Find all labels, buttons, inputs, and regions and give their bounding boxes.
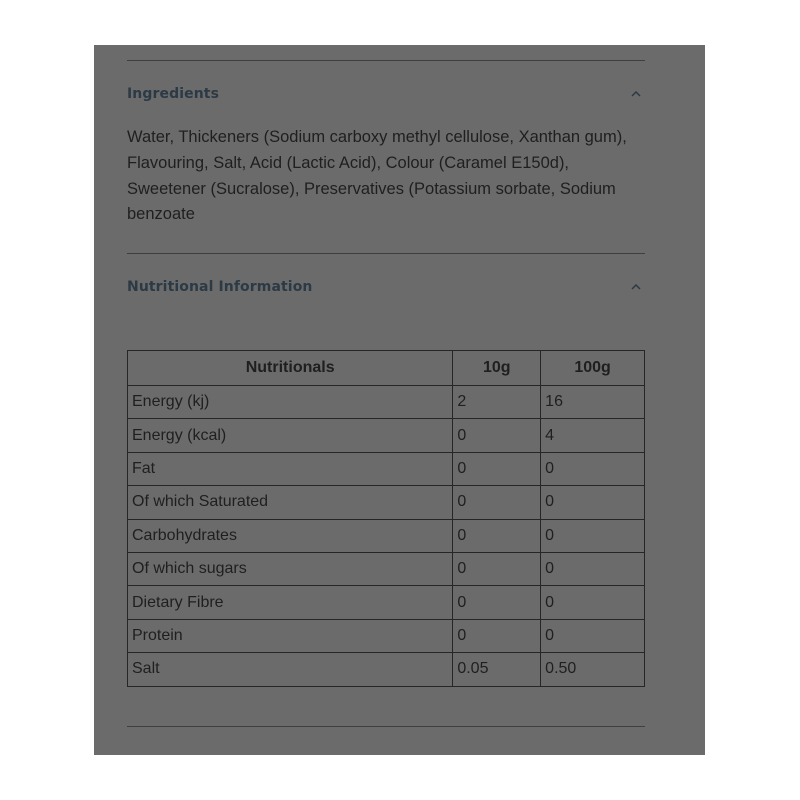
product-info-panel: [94, 45, 705, 755]
top-divider: [127, 60, 645, 61]
column-header: 10g: [453, 351, 541, 386]
chevron-up-icon[interactable]: [629, 87, 643, 101]
nutrient-name: Of which Saturated: [128, 486, 453, 519]
value-10g: 0: [453, 486, 541, 519]
value-100g: 16: [541, 386, 645, 419]
value-100g: 0: [541, 586, 645, 619]
value-100g: 0: [541, 486, 645, 519]
value-10g: 0: [453, 452, 541, 485]
nutrition-accordion-header[interactable]: [127, 275, 645, 299]
ingredients-text: Water, Thickeners (Sodium carboxy methyl cellulose, Xanthan gum), Flavouring, Salt, Acid (Lactic Acid), Colour (Caramel E150d), Sweetener (Sucralose), Preservatives (Potassium sorbate, Sodium benzoate: [127, 128, 627, 224]
section-divider: [127, 253, 645, 254]
nutrient-name: Salt: [128, 653, 453, 686]
table-row: [128, 552, 645, 585]
value-100g: 0: [541, 552, 645, 585]
value-10g: 0: [453, 619, 541, 652]
value-10g: 0: [453, 586, 541, 619]
table-row: [128, 653, 645, 686]
nutrient-name: Energy (kcal): [128, 419, 453, 452]
column-header: 100g: [541, 351, 645, 386]
column-header: Nutritionals: [128, 351, 453, 386]
nutrient-name: Dietary Fibre: [128, 586, 453, 619]
bottom-divider: [127, 726, 645, 727]
table-row: [128, 452, 645, 485]
value-10g: 0: [453, 419, 541, 452]
table-row: [128, 619, 645, 652]
nutrient-name: Of which sugars: [128, 552, 453, 585]
value-100g: 0.50: [541, 653, 645, 686]
nutrient-name: Fat: [128, 452, 453, 485]
table-row: [128, 419, 645, 452]
table-row: [128, 486, 645, 519]
table-row: [128, 519, 645, 552]
nutrition-title: Nutritional Information: [127, 279, 313, 295]
value-100g: 0: [541, 452, 645, 485]
nutrient-name: Carbohydrates: [128, 519, 453, 552]
value-10g: 0.05: [453, 653, 541, 686]
chevron-up-icon[interactable]: [629, 280, 643, 294]
value-10g: 0: [453, 552, 541, 585]
ingredients-title: Ingredients: [127, 86, 220, 102]
nutrient-name: Protein: [128, 619, 453, 652]
value-100g: 0: [541, 619, 645, 652]
table-header-row: [128, 351, 645, 386]
value-10g: 2: [453, 386, 541, 419]
nutrition-table: [127, 350, 645, 687]
ingredients-accordion-header[interactable]: [127, 82, 645, 106]
nutrient-name: Energy (kj): [128, 386, 453, 419]
value-100g: 0: [541, 519, 645, 552]
value-100g: 4: [541, 419, 645, 452]
table-row: [128, 386, 645, 419]
value-10g: 0: [453, 519, 541, 552]
table-row: [128, 586, 645, 619]
